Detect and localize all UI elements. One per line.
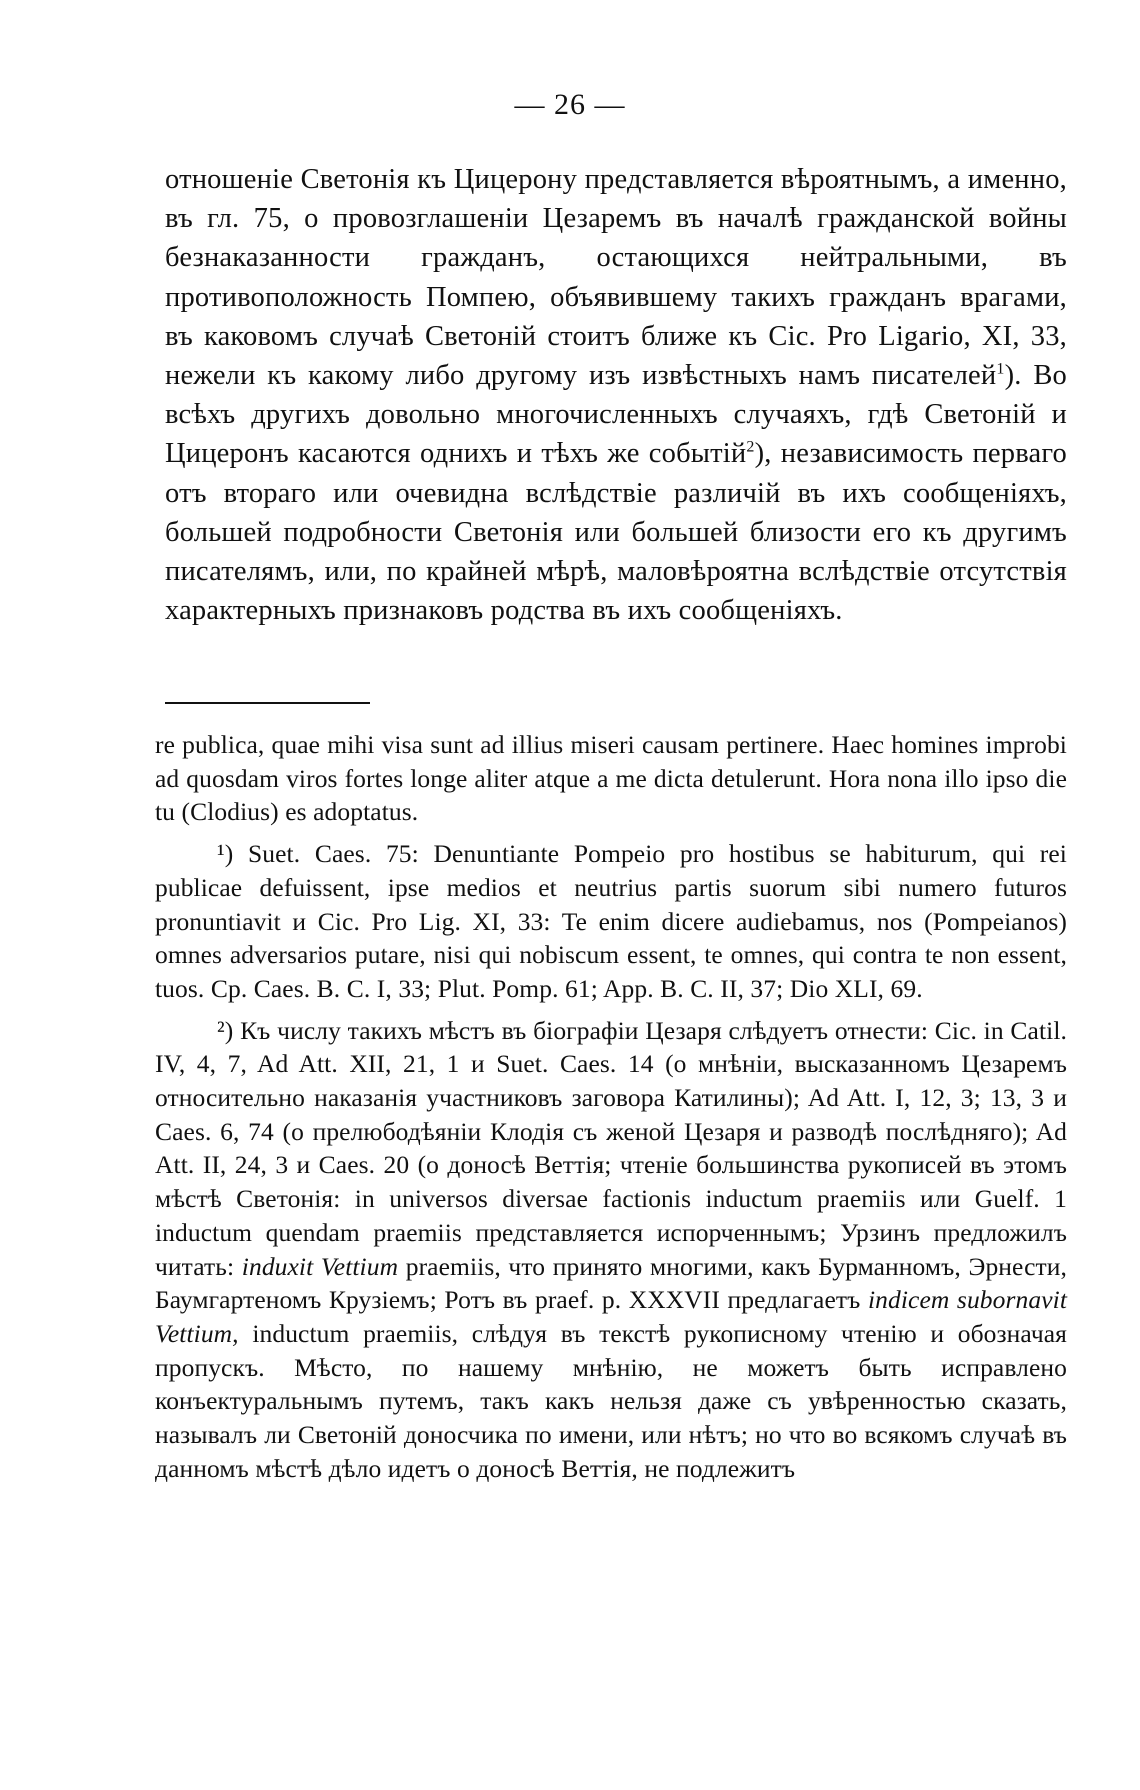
footnote-2-text-b: praemiis, что принято многими, какъ Бурманномъ, Эрнести, Баумгартеномъ Крузіемъ; Ротъ въ praef. p. XXXVII предлагаетъ: [155, 1251, 1067, 1315]
footnote-continuation: re publica, quae mihi visa sunt ad illius miseri causam pertinere. Haec homines improbi ad quosdam viros fortes longe aliter atque a me dicta detulerunt. Hora nona illo ipso die tu (Clodius) es adoptatus.: [155, 730, 1067, 827]
footnote-ref-2: 2: [746, 438, 755, 456]
footnote-1: [155, 837, 1067, 1006]
footnote-2-text-a: Къ числу такихъ мѣстъ въ біографіи Цезаря слѣдуетъ отнести: Cic. in Catil. IV, 4, 7, Ad Att. XII, 21, 1 и Suet. Caes. 14 (о мнѣніи, высказанномъ Цезаремъ относительно наказанія участниковъ заговора Катилины); Ad Att. I, 12, 3; 13, 3 и Caes. 6, 74 (о прелюбодѣяніи Клодія съ женой Цезаря и разводѣ послѣдняго); Ad Att. II, 24, 3 и Caes. 20 (о доносѣ Веттія; чтеніе большинства рукописей въ этомъ мѣстѣ Светонія: in universos diversae factionis inductum praemiis или Guelf. 1 inductum quendam praemiis представляется испорченнымъ; Урзинъ предложилъ читать:: [155, 1015, 1067, 1281]
footnote-1-text: Suet. Caes. 75: Denuntiante Pompeio pro hostibus se habiturum, qui rei publicae defuissent, ipse medios et neutrius partis suorum sibi numero futuros pronuntiavit и Cic. Pro Lig. XI, 33: Te enim dicere audiebamus, nos (Pompeianos) omnes adversarios putare, nisi qui nobiscum essent, te omnes, qui contra te non essent, tuos. Cp. Caes. B. C. I, 33; Plut. Pomp. 61; App. B. C. II, 37; Dio XLI, 69.: [155, 839, 1067, 1003]
main-text: [165, 160, 1067, 630]
footnote-2-marker: ²): [217, 1015, 234, 1045]
main-paragraph-part-1: отношеніе Светонія къ Цицерону представляется вѣроятнымъ, а именно, въ гл. 75, о провозглашеніи Цезаремъ въ началѣ гражданской войны безнаказанности гражданъ, остающихся нейтральными, въ противоположность Помпею, объявившему такихъ гражданъ врагами, въ каковомъ случаѣ Светоній стоитъ ближе къ Cic. Pro Ligario, XI, 33, нежели къ какому либо другому изъ извѣстныхъ намъ писателей: [165, 164, 1067, 392]
footnote-ref-1: 1: [996, 360, 1005, 378]
main-paragraph-part-2: ). Во всѣхъ другихъ довольно многочисленныхъ случаяхъ, гдѣ Светоній и Цицеронъ касаются однихъ и тѣхъ же событій: [165, 360, 1067, 470]
footnote-2: [155, 1014, 1067, 1486]
footnote-2-text-c: inductum praemiis, слѣдуя въ текстѣ рукописному чтенію и обозначая пропускъ. Мѣсто, по нашему мнѣнію, не можетъ быть исправлено конъектуральнымъ путемъ, такъ какъ нельзя даже съ увѣренностью сказать, называлъ ли Светоній доносчика по имени, или нѣтъ; но что во всякомъ случаѣ въ данномъ мѣстѣ дѣло идетъ о доносѣ Веттія, не подлежитъ: [155, 1318, 1067, 1483]
footnote-2-emphasis-2: indicem subornavit Vettium,: [155, 1285, 1068, 1348]
page-number: — 26 —: [514, 88, 626, 121]
footnote-1-marker: ¹): [217, 839, 234, 869]
footnote-divider: [165, 702, 370, 704]
main-paragraph: [165, 160, 1067, 630]
footnotes: [155, 728, 1067, 1493]
footnote-2-emphasis-1: induxit Vettium: [241, 1251, 399, 1281]
main-paragraph-part-3: ), независимость перваго отъ втораго или очевидна вслѣдствіе различій въ ихъ сообщеніяхъ, большей подробности Светонія или большей близости его къ другимъ писателямъ, или, по крайней мѣрѣ, маловѣроятна вслѣдствіе отсутствія характерныхъ признаковъ родства въ ихъ сообщеніяхъ.: [165, 438, 1067, 627]
